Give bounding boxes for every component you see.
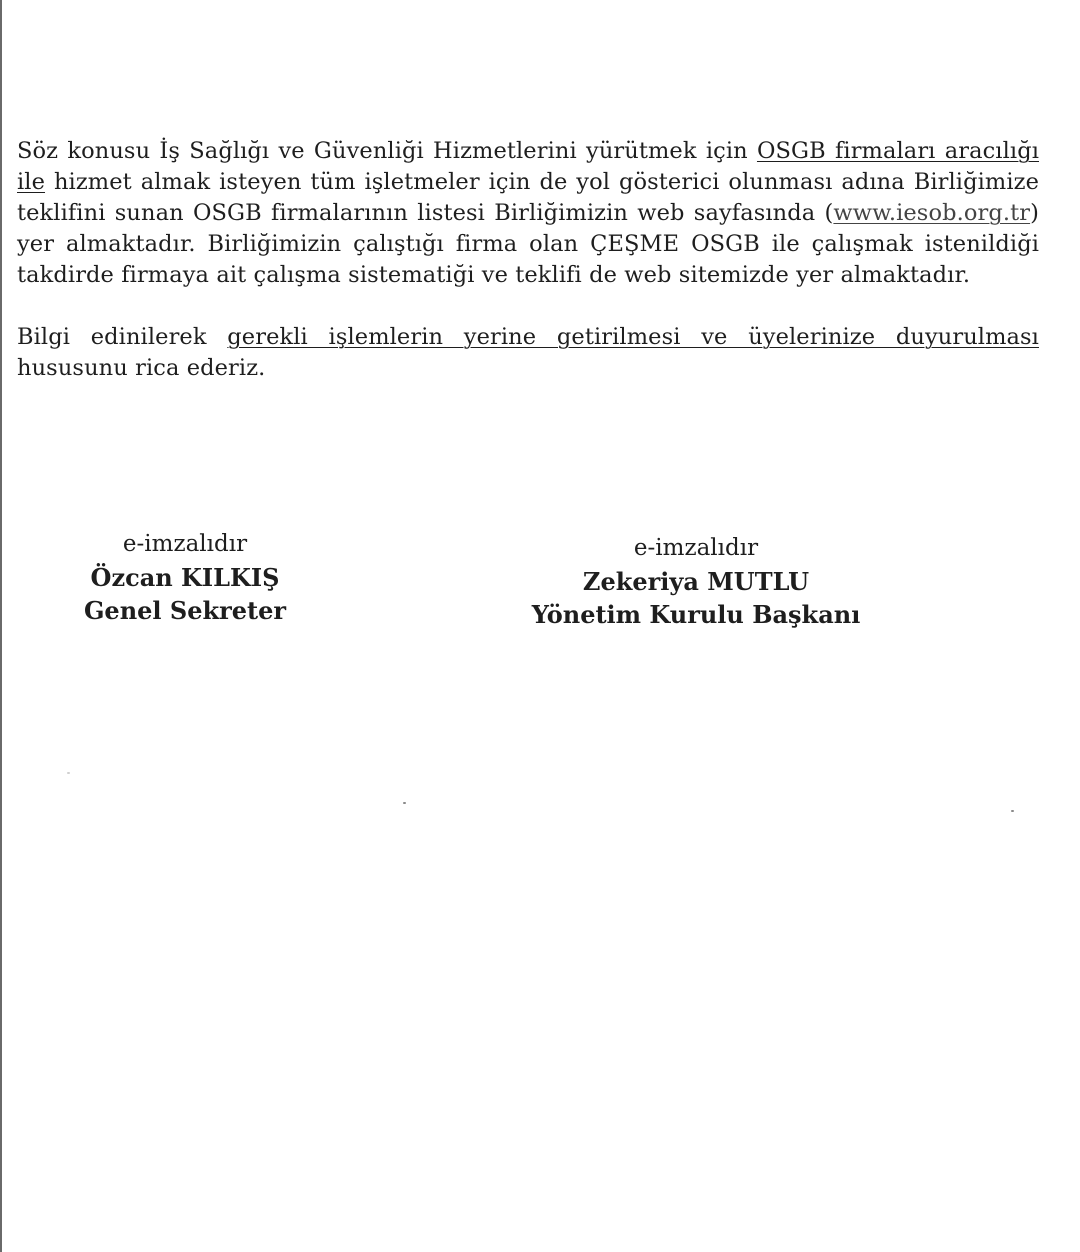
paragraph1-text-2: hizmet almak isteyen tüm işletmeler için de yol gösterici olunması adına Birliğimize teklifini sunan OSGB firmalarının listesi Birliğimizin web sayfasında ( [17,169,1039,226]
paragraph2-text-1: Bilgi edinilerek [17,324,228,350]
signer-name: Özcan KILKIŞ [90,563,280,592]
scan-speck [67,772,70,774]
paragraph2-underlined-request: gerekli işlemlerin yerine getirilmesi ve üyelerinize duyurulması [227,324,1039,350]
esign-label: e-imzalıdır [633,535,759,561]
scan-speck [403,802,406,804]
signer-title: Yönetim Kurulu Başkanı [531,600,861,629]
page-left-edge [0,0,2,1252]
esign-label: e-imzalıdır [122,531,248,557]
signature-block-left [50,528,320,627]
paragraph-request [17,322,1039,384]
website-link[interactable]: www.iesob.org.tr [833,200,1031,226]
paragraph2-text-2: hususunu rica ederiz. [17,355,266,381]
paragraph1-underlined-osgb: OSGB firmaları aracılığı ile [17,138,1039,195]
paragraph1-text-1: Söz konusu İş Sağlığı ve Güvenliği Hizmetlerini yürütmek için [17,138,757,164]
signer-name: Zekeriya MUTLU [582,567,810,596]
paragraph1-text-3: ) yer almaktadır. Birliğimizin çalıştığı firma olan ÇEŞME OSGB ile çalışmak istenildiği takdirde firmaya ait çalışma sistematiği ve teklifi de web sitemizde yer almaktadır. [17,200,1039,288]
signer-title: Genel Sekreter [83,596,287,625]
signature-block-right [496,532,896,631]
paragraph-osgb-info [17,136,1039,291]
scan-speck [1011,810,1014,812]
